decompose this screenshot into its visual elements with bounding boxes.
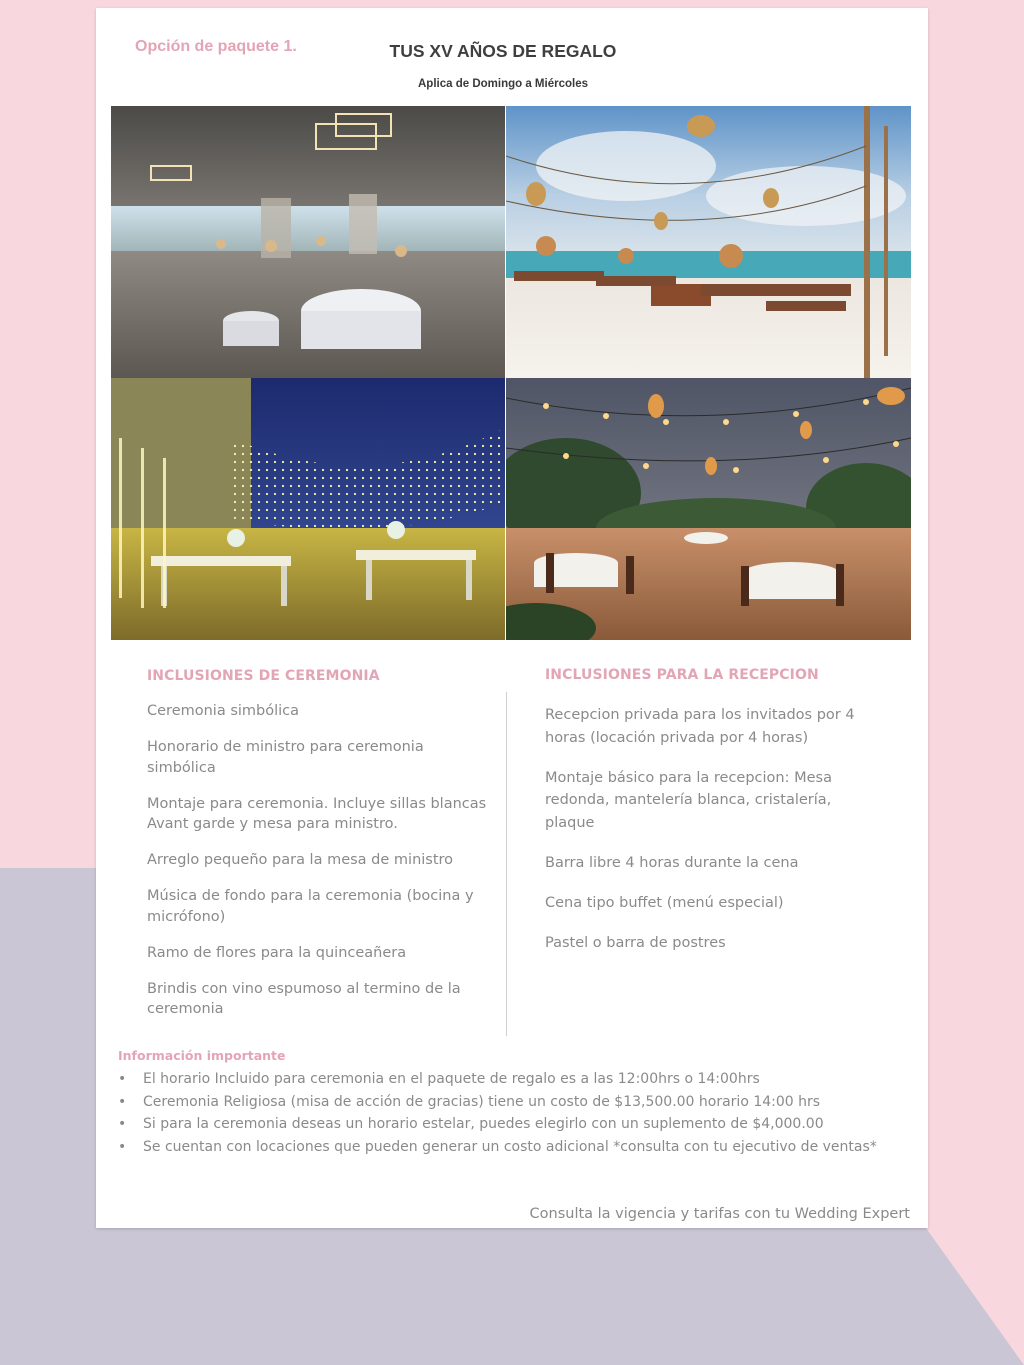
beach-setup-photo (506, 106, 911, 378)
list-item: • El horario Incluido para ceremonia en el paquete de regalo es a las 12:00hrs o 14:00hrs (118, 1068, 894, 1091)
list-item: Música de fondo para la ceremonia (bocina y micrófono) (147, 888, 474, 925)
reception-list (545, 704, 875, 972)
list-item: Montaje para ceremonia. Incluye sillas blancas Avant garde y mesa para ministro. (147, 795, 487, 832)
terrace-night-lights-photo (111, 378, 505, 640)
list-item: • Ceremonia Religiosa (misa de acción de gracias) tiene un costo de $13,500.00 horario 14:00 hrs (118, 1091, 894, 1114)
package-option-label: Opción de paquete 1. (135, 38, 297, 55)
list-item: Pastel o barra de postres (545, 934, 726, 951)
list-item: Arreglo pequeño para la mesa de ministro (147, 852, 454, 868)
page-subtitle: Aplica de Domingo a Miércoles (418, 78, 588, 90)
list-item: Brindis con vino espumoso al termino de la ceremonia (147, 980, 461, 1017)
important-info-heading: Información importante (118, 1048, 286, 1063)
page-title: TUS XV AÑOS DE REGALO (389, 41, 617, 61)
ceremony-list (147, 701, 492, 1035)
garden-night-lights-photo (506, 378, 911, 640)
ceremony-heading: INCLUSIONES DE CEREMONIA (147, 668, 380, 684)
list-item: Recepcion privada para los invitados por 4 horas (locación privada por 4 horas) (545, 707, 855, 746)
list-item: • Si para la ceremonia deseas un horario estelar, puedes elegirlo con un suplemento de $4,000.00 (118, 1113, 894, 1136)
column-divider (506, 692, 507, 1036)
list-item: Ramo de flores para la quinceañera (147, 944, 407, 961)
brochure-sheet (96, 8, 928, 1228)
salon-interior-photo (111, 106, 505, 378)
list-item: Montaje básico para la recepcion: Mesa redonda, mantelería blanca, cristalería, plaque (545, 769, 832, 831)
list-item: Barra libre 4 horas durante la cena (545, 854, 799, 871)
list-item: Honorario de ministro para ceremonia simbólica (147, 739, 424, 776)
footer-note: Consulta la vigencia y tarifas con tu Wedding Expert (529, 1206, 910, 1222)
important-info-list (118, 1068, 894, 1158)
list-item: • Se cuentan con locaciones que pueden generar un costo adicional *consulta con tu ejecutivo de ventas* (118, 1136, 894, 1159)
reception-heading: INCLUSIONES PARA LA RECEPCION (545, 667, 819, 683)
list-item: Cena tipo buffet (menú especial) (545, 894, 784, 911)
list-item: Ceremonia simbólica (147, 703, 300, 719)
